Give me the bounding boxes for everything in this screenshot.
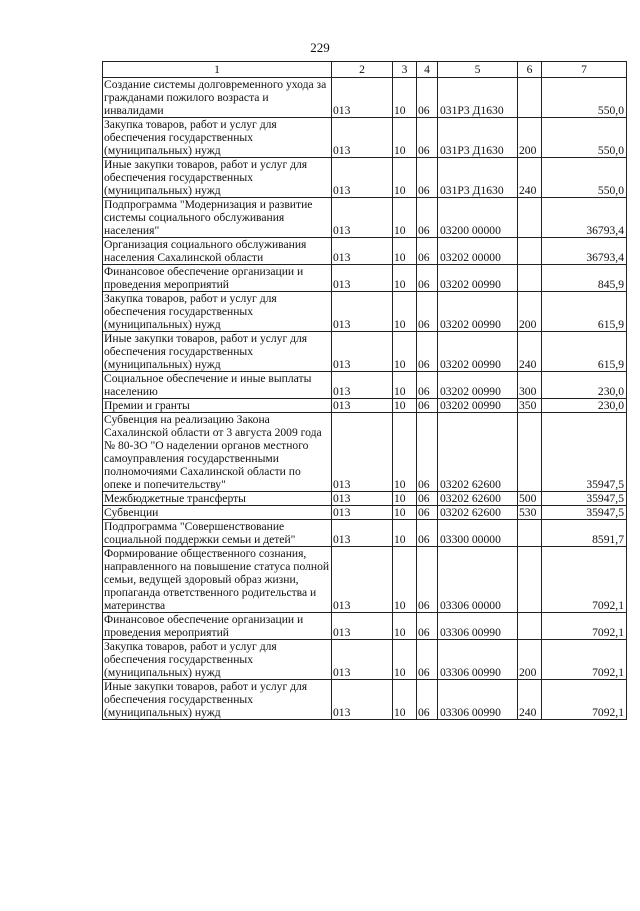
header-col-5: 5 (438, 62, 518, 78)
header-row (103, 62, 627, 78)
row-amount: 615,9 (542, 332, 627, 372)
row-section: 10 (393, 506, 417, 520)
row-amount: 35947,5 (542, 506, 627, 520)
row-target-code: 03306 00990 (438, 640, 518, 680)
row-name: Финансовое обеспечение организации и проведения мероприятий (103, 613, 332, 640)
row-expense-type: 200 (518, 118, 542, 158)
row-subsection: 06 (417, 492, 438, 506)
row-amount: 35947,5 (542, 492, 627, 506)
row-name: Закупка товаров, работ и услуг для обеспечения государственных (муниципальных) нужд (103, 118, 332, 158)
row-expense-type (518, 78, 542, 118)
row-target-code: 03300 00000 (438, 520, 518, 547)
row-target-code: 03306 00990 (438, 613, 518, 640)
table-row (103, 547, 627, 613)
row-expense-type (518, 198, 542, 238)
row-expense-type: 200 (518, 292, 542, 332)
row-section: 10 (393, 640, 417, 680)
row-ministry-code: 013 (332, 332, 393, 372)
row-target-code: 03202 00990 (438, 332, 518, 372)
row-ministry-code: 013 (332, 520, 393, 547)
table-row (103, 198, 627, 238)
row-name: Иные закупки товаров, работ и услуг для обеспечения государственных (муниципальных) нужд (103, 332, 332, 372)
table-row (103, 520, 627, 547)
row-section: 10 (393, 78, 417, 118)
row-expense-type (518, 238, 542, 265)
row-target-code: 03202 62600 (438, 413, 518, 492)
row-ministry-code: 013 (332, 78, 393, 118)
row-expense-type: 300 (518, 372, 542, 399)
row-amount: 615,9 (542, 292, 627, 332)
row-expense-type (518, 613, 542, 640)
row-ministry-code: 013 (332, 372, 393, 399)
row-subsection: 06 (417, 292, 438, 332)
row-amount: 550,0 (542, 118, 627, 158)
table-body (103, 78, 627, 720)
table-row (103, 292, 627, 332)
row-subsection: 06 (417, 332, 438, 372)
row-name: Организация социального обслуживания населения Сахалинской области (103, 238, 332, 265)
row-amount: 7092,1 (542, 613, 627, 640)
table-row (103, 506, 627, 520)
header-col-4: 4 (417, 62, 438, 78)
row-name: Иные закупки товаров, работ и услуг для обеспечения государственных (муниципальных) нужд (103, 158, 332, 198)
row-section: 10 (393, 372, 417, 399)
row-name: Субвенция на реализацию Закона Сахалинской области от 3 августа 2009 года № 80-ЗО "О наделении органов местного самоуправления государственными полномочиями Сахалинской области по опеке и попечительству" (103, 413, 332, 492)
row-expense-type: 530 (518, 506, 542, 520)
row-section: 10 (393, 492, 417, 506)
row-subsection: 06 (417, 118, 438, 158)
row-section: 10 (393, 158, 417, 198)
row-name: Премии и гранты (103, 399, 332, 413)
row-ministry-code: 013 (332, 547, 393, 613)
row-target-code: 03202 00990 (438, 399, 518, 413)
row-subsection: 06 (417, 198, 438, 238)
row-expense-type (518, 413, 542, 492)
table-row (103, 118, 627, 158)
row-name: Иные закупки товаров, работ и услуг для обеспечения государственных (муниципальных) нужд (103, 680, 332, 720)
row-ministry-code: 013 (332, 413, 393, 492)
row-amount: 8591,7 (542, 520, 627, 547)
row-amount: 230,0 (542, 372, 627, 399)
budget-table (102, 61, 627, 720)
row-subsection: 06 (417, 238, 438, 265)
row-subsection: 06 (417, 372, 438, 399)
row-amount: 7092,1 (542, 680, 627, 720)
row-name: Закупка товаров, работ и услуг для обеспечения государственных (муниципальных) нужд (103, 292, 332, 332)
row-ministry-code: 013 (332, 198, 393, 238)
row-expense-type: 240 (518, 680, 542, 720)
row-section: 10 (393, 332, 417, 372)
row-ministry-code: 013 (332, 265, 393, 292)
row-subsection: 06 (417, 399, 438, 413)
row-amount: 550,0 (542, 158, 627, 198)
row-name: Подпрограмма "Модернизация и развитие системы социального обслуживания населения" (103, 198, 332, 238)
row-ministry-code: 013 (332, 399, 393, 413)
row-target-code: 03200 00000 (438, 198, 518, 238)
row-section: 10 (393, 547, 417, 613)
row-target-code: 03202 62600 (438, 506, 518, 520)
row-subsection: 06 (417, 547, 438, 613)
row-section: 10 (393, 198, 417, 238)
row-target-code: 031P3 Д1630 (438, 118, 518, 158)
row-section: 10 (393, 118, 417, 158)
row-subsection: 06 (417, 506, 438, 520)
header-col-6: 6 (518, 62, 542, 78)
row-name: Субвенции (103, 506, 332, 520)
table-row (103, 492, 627, 506)
row-expense-type: 200 (518, 640, 542, 680)
page-number: 229 (310, 40, 330, 55)
row-target-code: 03202 62600 (438, 492, 518, 506)
row-name: Межбюджетные трансферты (103, 492, 332, 506)
row-amount: 36793,4 (542, 238, 627, 265)
row-expense-type (518, 520, 542, 547)
row-expense-type: 240 (518, 158, 542, 198)
row-expense-type: 240 (518, 332, 542, 372)
row-amount: 35947,5 (542, 413, 627, 492)
row-expense-type: 350 (518, 399, 542, 413)
row-ministry-code: 013 (332, 680, 393, 720)
row-section: 10 (393, 680, 417, 720)
row-subsection: 06 (417, 265, 438, 292)
row-subsection: 06 (417, 640, 438, 680)
row-section: 10 (393, 292, 417, 332)
row-name: Финансовое обеспечение организации и проведения мероприятий (103, 265, 332, 292)
row-ministry-code: 013 (332, 492, 393, 506)
row-ministry-code: 013 (332, 292, 393, 332)
row-section: 10 (393, 238, 417, 265)
row-target-code: 03306 00000 (438, 547, 518, 613)
row-target-code: 03202 00990 (438, 372, 518, 399)
row-ministry-code: 013 (332, 506, 393, 520)
table-row (103, 332, 627, 372)
row-target-code: 03202 00990 (438, 265, 518, 292)
row-section: 10 (393, 413, 417, 492)
row-name: Социальное обеспечение и иные выплаты населению (103, 372, 332, 399)
table-row (103, 78, 627, 118)
header-col-1: 1 (103, 62, 332, 78)
row-target-code: 03306 00990 (438, 680, 518, 720)
row-name: Подпрограмма "Совершенствование социальной поддержки семьи и детей" (103, 520, 332, 547)
row-section: 10 (393, 613, 417, 640)
row-subsection: 06 (417, 680, 438, 720)
row-expense-type (518, 547, 542, 613)
table-row (103, 238, 627, 265)
table-row (103, 399, 627, 413)
row-subsection: 06 (417, 78, 438, 118)
row-section: 10 (393, 520, 417, 547)
header-col-7: 7 (542, 62, 627, 78)
row-section: 10 (393, 265, 417, 292)
row-target-code: 03202 00000 (438, 238, 518, 265)
table-row (103, 613, 627, 640)
row-target-code: 03202 00990 (438, 292, 518, 332)
row-expense-type: 500 (518, 492, 542, 506)
table-row (103, 158, 627, 198)
row-ministry-code: 013 (332, 238, 393, 265)
row-subsection: 06 (417, 413, 438, 492)
header-col-3: 3 (393, 62, 417, 78)
row-ministry-code: 013 (332, 118, 393, 158)
row-target-code: 031P3 Д1630 (438, 78, 518, 118)
row-subsection: 06 (417, 613, 438, 640)
row-ministry-code: 013 (332, 640, 393, 680)
header-col-2: 2 (332, 62, 393, 78)
row-ministry-code: 013 (332, 613, 393, 640)
row-amount: 550,0 (542, 78, 627, 118)
table-row (103, 372, 627, 399)
row-name: Создание системы долговременного ухода за гражданами пожилого возраста и инвалидами (103, 78, 332, 118)
row-target-code: 031P3 Д1630 (438, 158, 518, 198)
row-amount: 7092,1 (542, 547, 627, 613)
row-amount: 7092,1 (542, 640, 627, 680)
row-name: Формирование общественного сознания, направленного на повышение статуса полной семьи, ведущей здоровый образ жизни, пропаганда ответственного родительства и материнства (103, 547, 332, 613)
row-amount: 230,0 (542, 399, 627, 413)
row-subsection: 06 (417, 158, 438, 198)
row-amount: 36793,4 (542, 198, 627, 238)
table-row (103, 640, 627, 680)
row-amount: 845,9 (542, 265, 627, 292)
row-expense-type (518, 265, 542, 292)
table-row (103, 413, 627, 492)
row-section: 10 (393, 399, 417, 413)
row-name: Закупка товаров, работ и услуг для обеспечения государственных (муниципальных) нужд (103, 640, 332, 680)
table-row (103, 265, 627, 292)
row-subsection: 06 (417, 520, 438, 547)
row-ministry-code: 013 (332, 158, 393, 198)
table-row (103, 680, 627, 720)
